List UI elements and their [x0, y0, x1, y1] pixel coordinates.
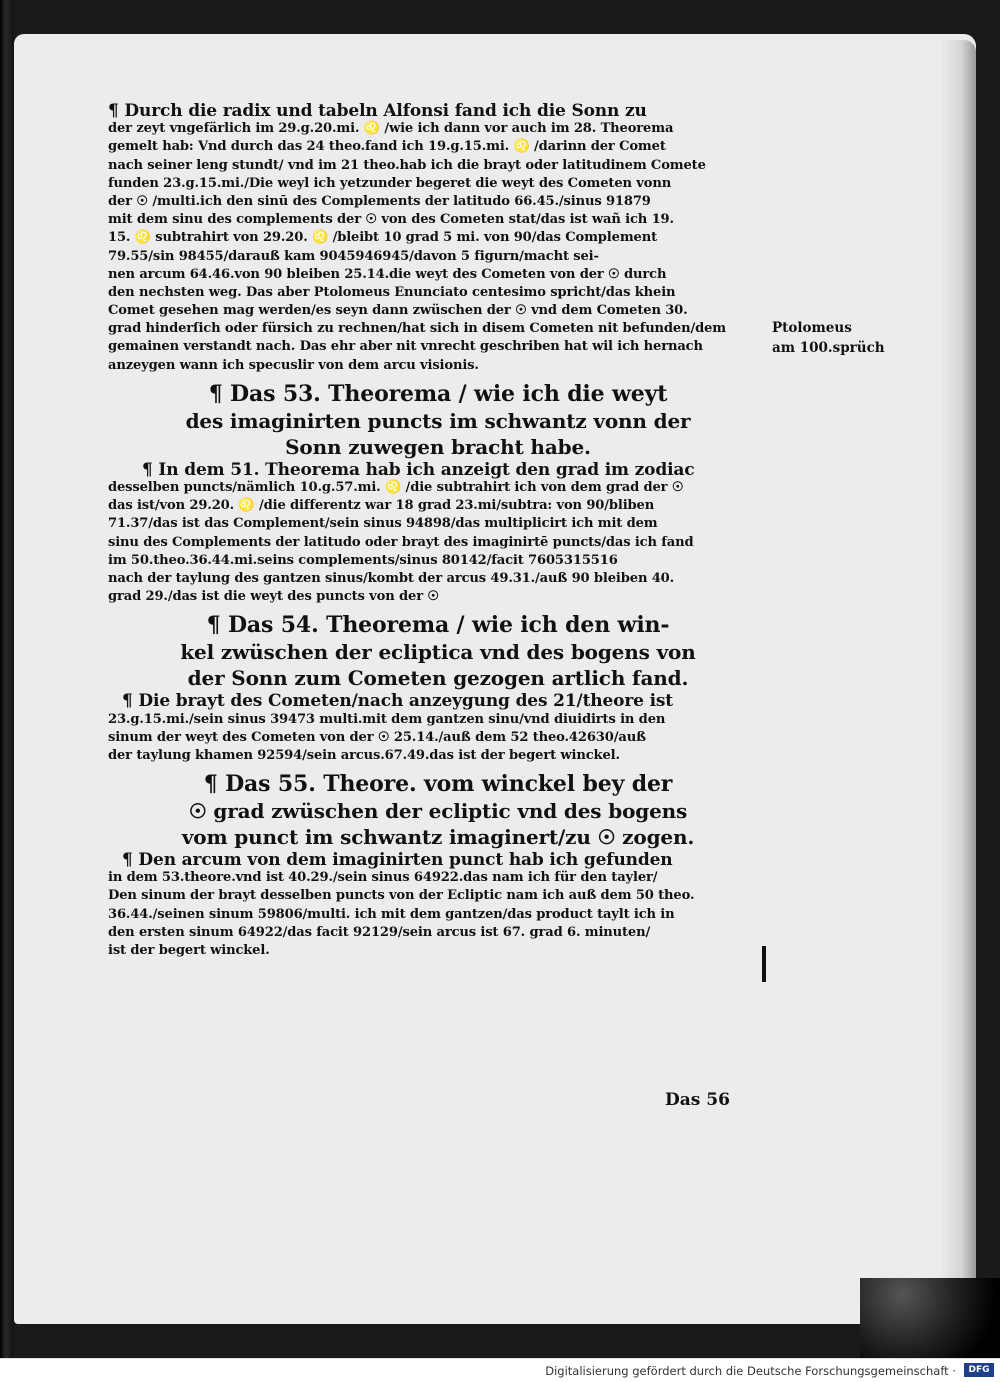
- text-line: grad hinderſich oder fürsich zu rechnen/hat sich in disem Cometen nit befunden/dem: [108, 321, 727, 337]
- theorem-54-heading-line: der Sonn zum Cometen gezogen artlich fand.: [187, 666, 689, 691]
- text-line: Comet gesehen mag werden/es seyn dann zwüschen der ☉ vnd dem Cometen 30.: [108, 303, 688, 319]
- text-line: nach seiner leng stundt/ vnd im 21 theo.hab ich die brayt oder latitudinem Comete: [108, 157, 706, 173]
- theorem-55-heading-line: vom punct im schwantz imaginert/zu ☉ zogen.: [181, 825, 695, 850]
- text-line: der taylung khamen 92594/sein arcus.67.49.das ist der begert winckel.: [108, 747, 620, 763]
- text-line: anzeygen wann ich specuslir von dem arcu visionis.: [108, 357, 479, 373]
- text-line: mit dem sinu des complements der ☉ von des Cometen stat/das ist wañ ich 19.: [108, 212, 674, 228]
- dfg-logo: DFG: [964, 1363, 994, 1377]
- text-line: ¶ In dem 51. Theorema hab ich anzeigt den grad im zodiac: [142, 459, 695, 480]
- text-line: Den sinum der brayt desselben puncts von der Ecliptic nam ich auß dem 50 theo.: [108, 888, 695, 904]
- text-line: der ☉ /multi.ich den sinū des Complements der latitudo 66.45./sinus 91879: [108, 193, 651, 209]
- text-line: 36.44./seinen sinum 59806/multi. ich mit dem gantzen/das product taylt ich in: [108, 906, 675, 922]
- text-line: funden 23.g.15.mi./Die weyl ich yetzunder begeret die weyt des Cometen vonn: [108, 175, 672, 191]
- text-line: 79.55/sin 98455/darauß kam 9045946945/davon 5 figurn/macht sei-: [108, 248, 599, 264]
- text-line: sinu des Complements der latitudo oder brayt des imaginirtē puncts/das ich fand: [108, 534, 694, 550]
- text-line: den nechsten weg. Das aber Ptolomeus Enunciato centesimo spricht/das khein: [108, 284, 676, 300]
- text-line: 71.37/das ist das Complement/sein sinus 94898/das multiplicirt ich mit dem: [108, 516, 658, 532]
- page-text: [108, 102, 768, 960]
- text-line: ist der begert winckel.: [108, 943, 270, 958]
- text-line: 15. ♌ subtrahirt von 29.20. ♌ /bleibt 10 grad 5 mi. von 90/das Complement: [108, 230, 657, 246]
- theorem-53-heading-line: des imaginirten puncts im schwantz vonn der: [185, 408, 691, 433]
- text-line: nen arcum 64.46.von 90 bleiben 25.14.die weyt des Cometen von der ☉ durch: [108, 266, 667, 282]
- text-line: ¶ Durch die radix und tabeln Alfonsi fand ich die Sonn zu: [108, 101, 647, 121]
- page-edge-shadow: [940, 40, 976, 1320]
- theorem-54-heading-line: kel zwüschen der ecliptica vnd des bogens von: [180, 640, 696, 665]
- text-line: nach der taylung des gantzen sinus/kombt der arcus 49.31./auß 90 bleiben 40.: [108, 570, 675, 586]
- text-line: ¶ Die brayt des Cometen/nach anzeygung des 21/theore ist: [122, 691, 674, 712]
- text-line: ¶ Den arcum von dem imaginirten punct hab ich gefunden: [122, 850, 673, 871]
- scan-corner-shadow: [860, 1278, 1000, 1358]
- text-line: in dem 53.theore.vnd ist 40.29./sein sinus 64922.das nam ich für den tayler/: [108, 870, 658, 886]
- margin-note-line: Ptolomeus: [772, 320, 852, 336]
- theorem-53-heading: ¶ Das 53. Theorema / wie ich die weyt: [208, 380, 668, 407]
- footer-credit: Digitalisierung gefördert durch die Deutsche Forschungsgemeinschaft ·: [545, 1364, 956, 1378]
- footer-bar: [0, 1358, 1000, 1382]
- text-line: grad 29./das ist die weyt des puncts von der ☉: [108, 589, 439, 605]
- text-line: im 50.theo.36.44.mi.seins complements/sinus 80142/facit 7605315516: [108, 552, 618, 568]
- text-line: sinum der weyt des Cometen von der ☉ 25.14./auß dem 52 theo.42630/auß: [108, 729, 646, 745]
- margin-note: [772, 318, 902, 358]
- theorem-54-heading: ¶ Das 54. Theorema / wie ich den win-: [206, 612, 670, 639]
- text-line: gemainen verstandt nach. Das ehr aber nit vnrecht geschriben hat wil ich hernach: [108, 339, 703, 355]
- margin-bracket: [762, 946, 766, 982]
- catchword: Das 56: [665, 1090, 730, 1110]
- text-line: gemelt hab: Vnd durch das 24 theo.fand ich 19.g.15.mi. ♌ /darinn der Comet: [108, 139, 666, 155]
- text-line: desselben puncts/nämlich 10.g.57.mi. ♌ /die subtrahirt ich von dem grad der ☉: [108, 480, 684, 495]
- text-line: 23.g.15.mi./sein sinus 39473 multi.mit dem gantzen sinu/vnd diuidirts in den: [108, 711, 666, 727]
- theorem-55-heading-line: ☉ grad zwüschen der ecliptic vnd des bogens: [188, 799, 688, 824]
- book-binding: [0, 0, 14, 1358]
- theorem-53-heading-line: Sonn zuwegen bracht habe.: [285, 434, 591, 459]
- text-line: den ersten sinum 64922/das facit 92129/sein arcus ist 67. grad 6. minuten/: [108, 924, 651, 940]
- text-line: der zeyt vngefärlich im 29.g.20.mi. ♌ /wie ich dann vor auch im 28. Theorema: [108, 121, 674, 137]
- theorem-55-heading: ¶ Das 55. Theore. vom winckel bey der: [203, 771, 673, 798]
- text-line: das ist/von 29.20. ♌ /die differentz war 18 grad 23.mi/subtra: von 90/bliben: [108, 498, 655, 514]
- margin-note-line: am 100.sprüch: [772, 340, 885, 356]
